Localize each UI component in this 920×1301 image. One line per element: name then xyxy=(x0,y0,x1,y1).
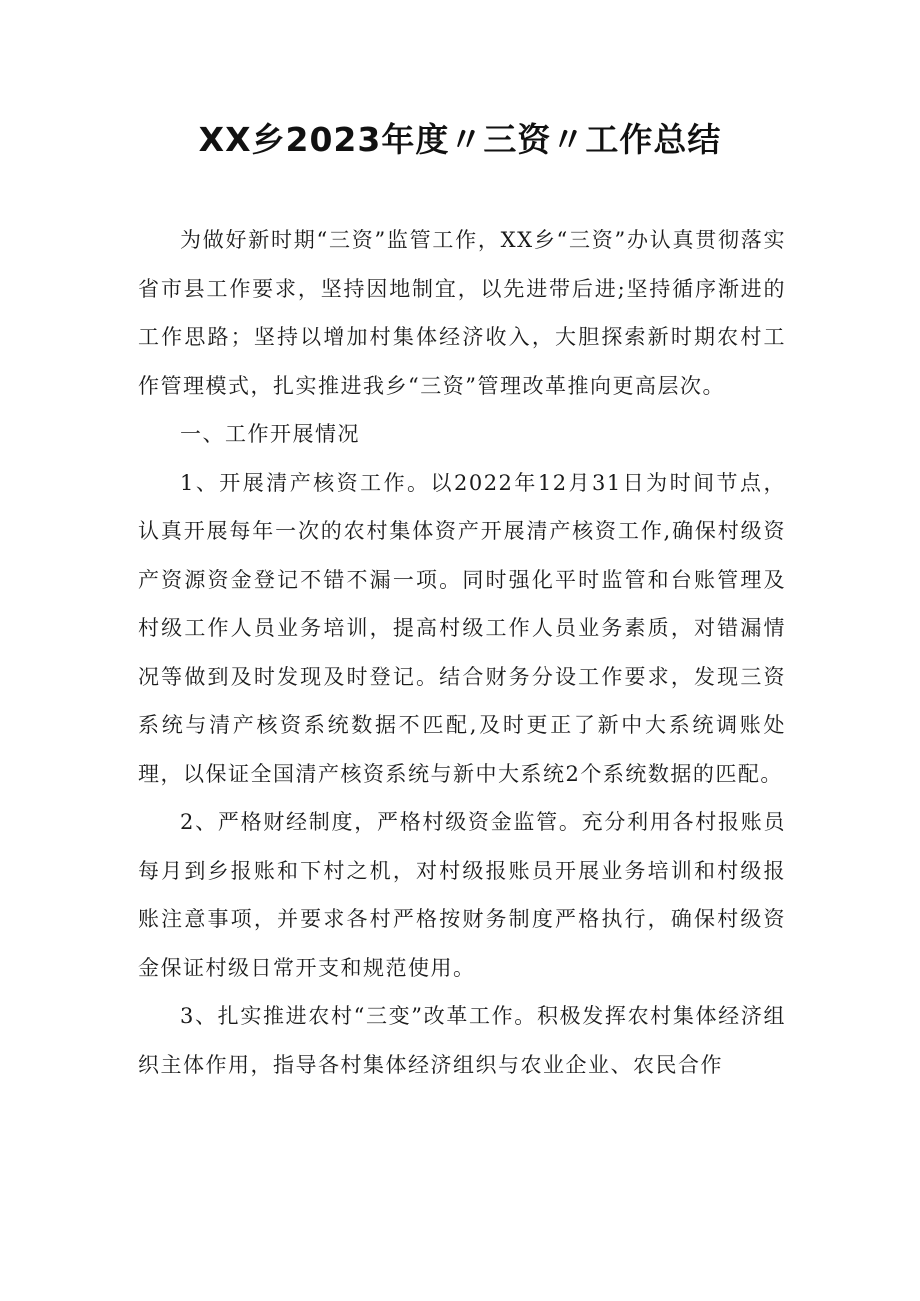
paragraph-item-3: 3、扎实推进农村“三变”改革工作。积极发挥农村集体经济组织主体作用，指导各村集体经济组织与农业企业、农民合作 xyxy=(138,1004,786,1077)
section-heading: 一、工作开展情况 xyxy=(180,422,360,446)
document-title: XX乡2023年度〃三资〃工作总结 xyxy=(198,120,722,159)
intro-paragraph: 为做好新时期“三资”监管工作，XX乡“三资”办认真贯彻落实省市县工作要求，坚持因地制宜，以先进带后进;坚持循序渐进的工作思路；坚持以增加村集体经济收入，大胆探索新时期农村工作管理模式，扎实推进我乡“三资”管理改革推向更高层次。 xyxy=(138,228,786,398)
document-body xyxy=(138,216,786,1089)
paragraph-item-1: 1、开展清产核资工作。以2022年12月31日为时间节点，认真开展每年一次的农村集体资产开展清产核资工作,确保村级资产资源资金登记不错不漏一项。同时强化平时监管和台账管理及村级工作人员业务培训，提高村级工作人员业务素质，对错漏情况等做到及时发现及时登记。结合财务分设工作要求，发现三资系统与清产核资系统数据不匹配,及时更正了新中大系统调账处理，以保证全国清产核资系统与新中大系统2个系统数据的匹配。 xyxy=(138,470,786,786)
paragraph-item-2: 2、严格财经制度，严格村级资金监管。充分利用各村报账员每月到乡报账和下村之机，对村级报账员开展业务培训和村级报账注意事项，并要求各村严格按财务制度严格执行，确保村级资金保证村级日常开支和规范使用。 xyxy=(138,810,786,980)
